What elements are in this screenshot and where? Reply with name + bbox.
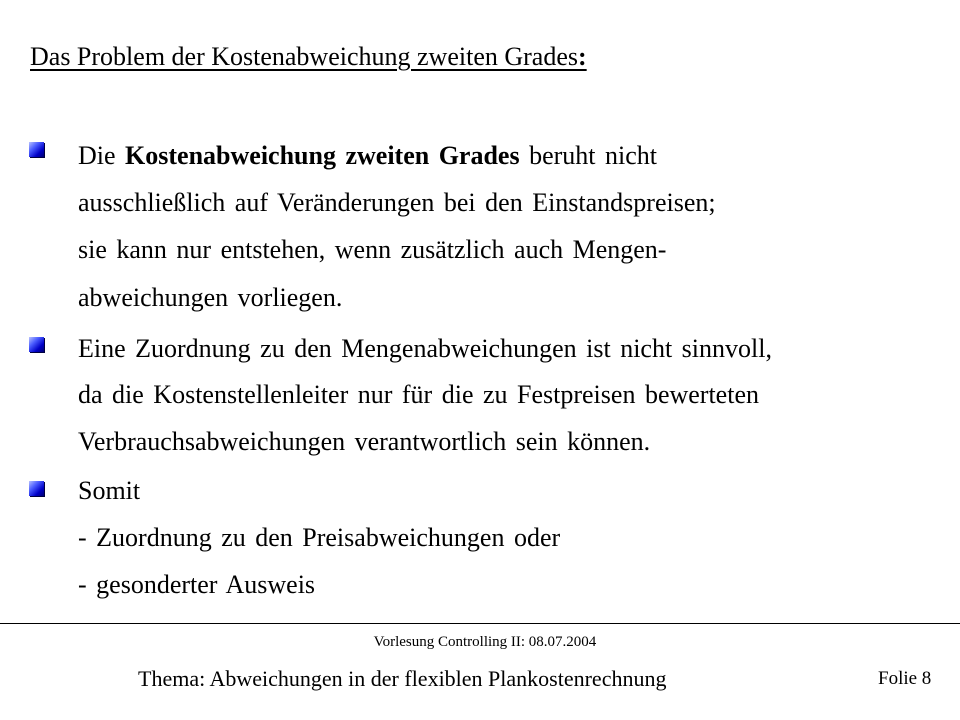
bullet-1-line-1-bold: Kostenabweichung zweiten Grades [125, 141, 520, 170]
bullet-1-line-3: sie kann nur entstehen, wenn zusätzlich auch Mengen- [78, 235, 667, 264]
footer-topic: Thema: Abweichungen in der flexiblen Plankostenrechnung [138, 666, 667, 691]
bullet-1-line-2: ausschließlich auf Veränderungen bei den Einstandspreisen; [78, 188, 716, 217]
footer-lecture-date: Vorlesung Controlling II: 08.07.2004 [373, 634, 597, 650]
bullet-3-line-1: Somit [78, 476, 141, 505]
bullet-2-line-3: Verbrauchsabweichungen verantwortlich sein können. [78, 427, 651, 456]
bullet-square-icon [29, 142, 44, 157]
bullet-1-line-1-before: Die [78, 141, 126, 170]
bullet-square-icon [29, 481, 44, 496]
bullet-square-icon [29, 337, 44, 352]
bullet-1-line-4: abweichungen vorliegen. [78, 283, 343, 312]
bullet-2-line-2: da die Kostenstellenleiter nur für die zu Festpreisen bewerteten [78, 380, 759, 409]
slide-title-text: Das Problem der Kostenabweichung zweiten Grades [30, 42, 578, 71]
slide-title [30, 40, 587, 74]
bullet-2-line-1: Eine Zuordnung zu den Mengenabweichungen ist nicht sinnvoll, [78, 334, 772, 363]
bullet-1-line-1 [78, 139, 657, 173]
bullet-1-line-1-after: beruht nicht [519, 141, 658, 170]
slide-title-colon: : [578, 42, 587, 71]
footer-divider [0, 623, 960, 624]
bullet-3-line-2: - Zuordnung zu den Preisabweichungen oder [78, 523, 561, 552]
slide-number: Folie 8 [878, 668, 932, 689]
bullet-3-line-3: - gesonderter Ausweis [78, 570, 316, 599]
